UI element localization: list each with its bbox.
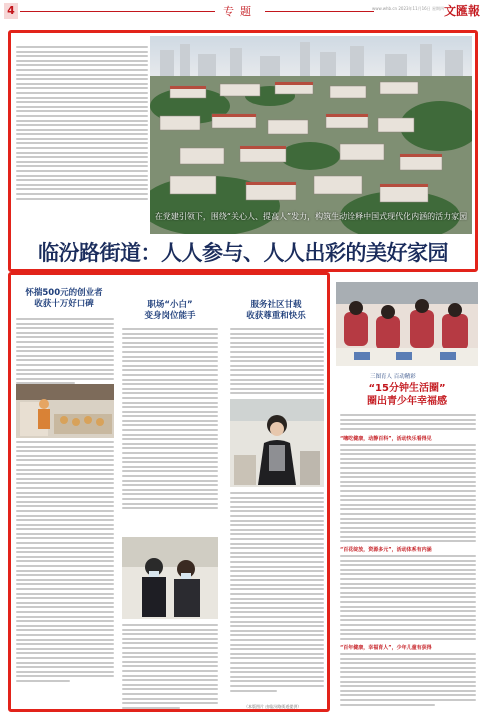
side-story-intro-text: [340, 414, 476, 432]
side-subhead-3: “百年健康，幸福育人”，少年儿童有获得: [340, 645, 432, 651]
column-3-title-line-1: 服务社区甘载: [250, 300, 302, 310]
side-story-photo: [336, 282, 478, 366]
children-activity-illustration: [336, 282, 478, 366]
column-3-title-line-2: 收获尊重和快乐: [246, 311, 306, 321]
section-tag: 专题: [215, 3, 265, 19]
column-1-title-line-2: 收获十万好口碑: [34, 299, 94, 309]
side-story-body-1: [340, 444, 476, 545]
side-story-title-line-1: “15分钟生活圈”: [368, 383, 446, 394]
column-2-title-line-2: 变身岗位能手: [144, 311, 196, 321]
lead-headline: 临汾路街道：人人参与、人人出彩的美好家园: [38, 241, 448, 265]
column-1-title-line-1: 怀揣500元的创业者: [25, 288, 103, 298]
paper-logo: 文匯報: [443, 4, 480, 18]
dateline: www.whb.cn 2023年11月16日 星期四: [372, 6, 444, 11]
column-2-title-line-1: 职场“小白”: [147, 300, 193, 310]
profiles-frame: [8, 272, 330, 712]
lead-feature-frame: [8, 30, 478, 272]
page-number: 4: [4, 3, 18, 19]
photo-caption: 在党建引领下，围绕“关心人、提高人”发力，构筑生动诠释中国式现代化内涵的活力家园: [154, 212, 468, 221]
header-rule: [20, 11, 374, 12]
side-story-title-line-2: 圈出青少年幸福感: [367, 396, 447, 407]
side-story-body-3: [340, 653, 476, 708]
side-story-kicker: 三图育人 百动精彩: [370, 374, 416, 380]
side-story-body-2: [340, 555, 476, 642]
side-subhead-2: “百花绽放，资源多元”，活动体系有内涵: [340, 547, 432, 553]
photo-credit: （本版图片 由临汾路街道提供）: [244, 704, 302, 709]
side-subhead-1: “嗨吃健康，动静百科”，活动快乐看得见: [340, 436, 432, 442]
page-header: [0, 0, 484, 24]
side-story-title: [336, 382, 478, 408]
